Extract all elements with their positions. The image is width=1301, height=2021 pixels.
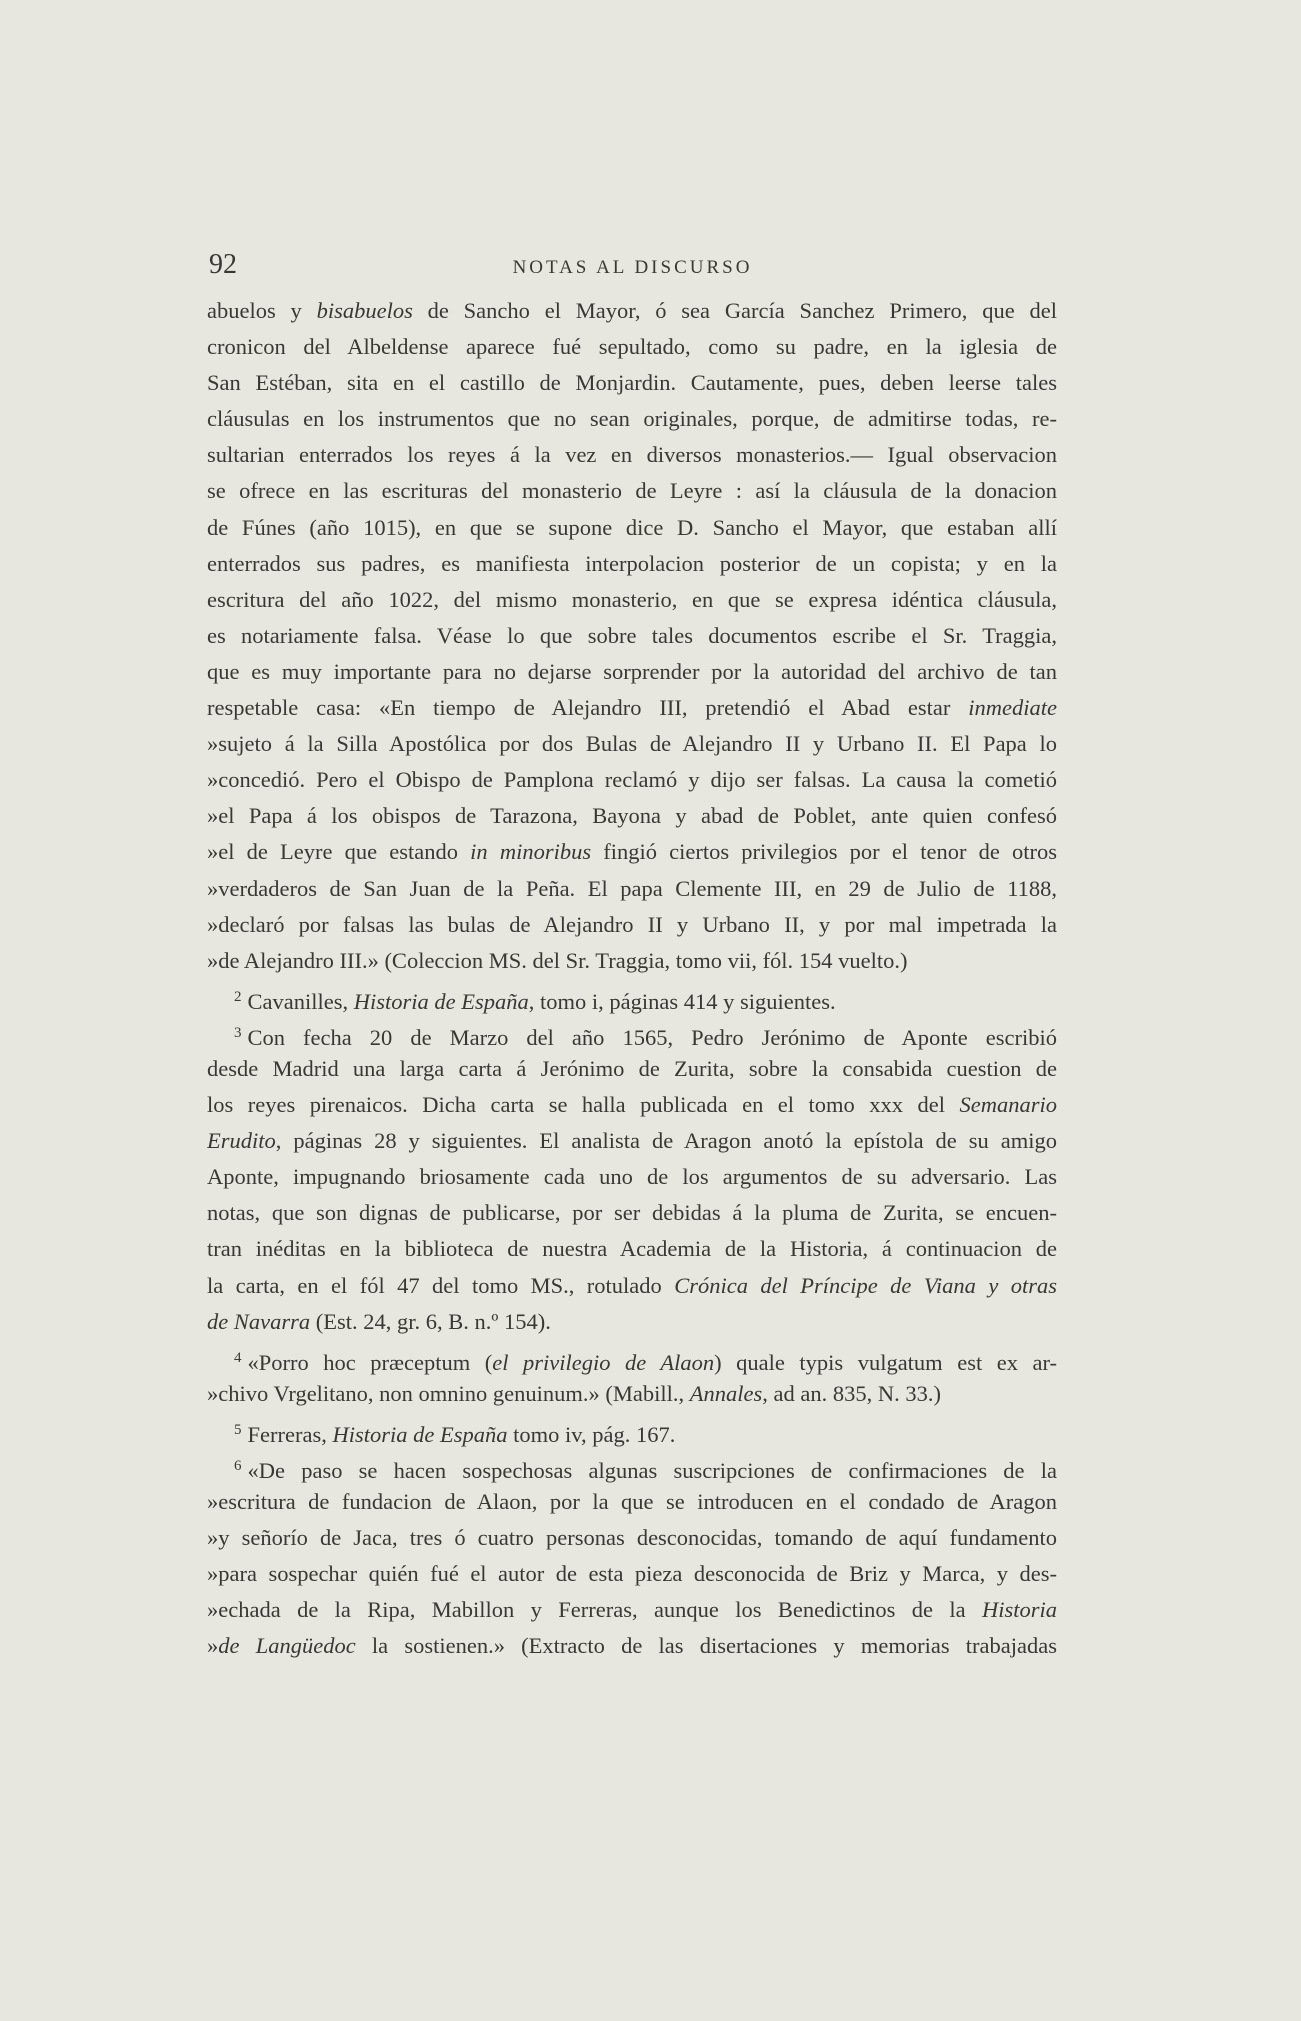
text-run: cláusulas en los instrumentos que no sean originales, porque, de admitirse todas, re- xyxy=(207,406,1057,432)
page-number: 92 xyxy=(209,249,237,280)
text-line xyxy=(207,365,1057,401)
running-title: NOTAS AL DISCURSO xyxy=(512,257,753,278)
text-run: abuelos y xyxy=(207,298,317,323)
text-run: de Fúnes (año 1015), en que se supone dice D. Sancho el Mayor, que estaban allí xyxy=(207,514,1057,540)
text-run: , tomo i, páginas 414 y siguientes. xyxy=(528,988,836,1014)
text-line xyxy=(207,762,1057,798)
italic-text: Historia de España xyxy=(332,1421,508,1447)
text-run: »sujeto á la Silla Apostólica por dos Bulas de Alejandro II y Urbano II. El Papa lo xyxy=(207,731,1057,757)
text-line xyxy=(207,293,1057,329)
text-run: se ofrece en las escrituras del monasterio de Leyre : así la cláusula de la donacion xyxy=(207,478,1057,504)
text-run: fingió ciertos privilegios por el tenor de otros xyxy=(591,839,1057,865)
text-line xyxy=(207,1015,1057,1051)
text-line xyxy=(207,798,1057,834)
text-run: enterrados sus padres, es manifiesta interpolacion posterior de un copista; y en la xyxy=(207,550,1057,576)
footnote-number: 2 xyxy=(234,988,242,1005)
footnote-number: 3 xyxy=(234,1024,242,1041)
italic-text: Historia xyxy=(981,1597,1057,1623)
text-run: «De paso se hacen sospechosas algunas suscripciones de confirmaciones de la xyxy=(247,1458,1057,1483)
text-run: Cavanilles, xyxy=(247,988,354,1014)
italic-text: in minoribus xyxy=(470,839,592,865)
text-run: San Estéban, sita en el castillo de Monjardin. Cautamente, pues, deben leerse tales xyxy=(207,370,1057,396)
text-run: »el de Leyre que estando xyxy=(207,839,471,865)
text-run: »de Alejandro III.» (Coleccion MS. del Sr. Traggia, tomo vii, fól. 154 vuelto.) xyxy=(207,947,908,973)
text-line xyxy=(207,546,1057,582)
text-run: , ad an. 835, N. 33.) xyxy=(762,1380,941,1406)
text-line xyxy=(207,1376,1057,1412)
text-run: »echada de la Ripa, Mabillon y Ferreras, aunque los Benedictinos de la xyxy=(207,1597,982,1623)
text-line xyxy=(207,1628,1057,1664)
text-line xyxy=(207,1159,1057,1195)
text-run: tran inéditas en la biblioteca de nuestra Academia de la Historia, á continuacion de xyxy=(207,1236,1057,1262)
text-line xyxy=(207,1123,1057,1159)
text-run: »escritura de fundacion de Alaon, por la que se introducen en el condado de Aragon xyxy=(207,1489,1057,1515)
text-line xyxy=(207,510,1057,546)
text-run: »el Papa á los obispos de Tarazona, Bayona y abad de Poblet, ante quien confesó xyxy=(207,803,1057,829)
text-run: »chivo Vrgelitano, non omnino genuinum.» (Mabill., xyxy=(207,1380,690,1406)
italic-text: Historia de España xyxy=(353,988,529,1014)
text-run: » xyxy=(207,1633,219,1659)
text-line xyxy=(207,907,1057,943)
text-line xyxy=(207,1340,1057,1376)
text-run: ) quale typis vulgatum est ex ar- xyxy=(714,1349,1057,1375)
text-line xyxy=(207,871,1057,907)
footnote-number: 6 xyxy=(234,1458,242,1474)
text-line xyxy=(207,1268,1057,1304)
text-run: »para sospechar quién fué el autor de esta pieza desconocida de Briz y Marca, y des- xyxy=(207,1561,1057,1587)
text-line xyxy=(207,1484,1057,1520)
text-line xyxy=(207,1051,1057,1087)
text-line xyxy=(207,1520,1057,1556)
text-run: (Est. 24, gr. 6, B. n.º 154). xyxy=(310,1308,551,1334)
text-line xyxy=(207,690,1057,726)
text-line xyxy=(207,1304,1057,1340)
text-run: notas, que son dignas de publicarse, por ser debidas á la pluma de Zurita, se encuen- xyxy=(207,1200,1057,1226)
italic-text: el privilegio de Alaon xyxy=(492,1349,715,1375)
text-run: sultarian enterrados los reyes á la vez en diversos monasterios.— Igual observacion xyxy=(207,442,1057,468)
text-run: «Porro hoc præceptum ( xyxy=(247,1349,493,1375)
text-run: escritura del año 1022, del mismo monasterio, en que se expresa idéntica cláusula, xyxy=(207,586,1057,612)
italic-text: Semanario xyxy=(959,1092,1057,1118)
text-line xyxy=(207,943,1057,979)
text-line xyxy=(207,473,1057,509)
text-run: Ferreras, xyxy=(247,1421,333,1447)
text-run: tomo iv, pág. 167. xyxy=(507,1421,676,1447)
text-line xyxy=(207,582,1057,618)
text-run: desde Madrid una larga carta á Jerónimo de Zurita, sobre la consabida cuestion de xyxy=(207,1055,1057,1081)
text-line xyxy=(207,1087,1057,1123)
footnote-number: 4 xyxy=(234,1349,242,1366)
italic-text: inmediate xyxy=(968,695,1057,721)
italic-text: bisabuelos xyxy=(316,298,413,323)
text-run: , páginas 28 y siguientes. El analista de Aragon anotó la epístola de su amigo xyxy=(275,1128,1057,1154)
text-run: cronicon del Albeldense aparece fué sepultado, como su padre, en la iglesia de xyxy=(207,334,1057,360)
italic-text: Crónica del Príncipe de Viana y otras xyxy=(674,1272,1057,1298)
italic-text: Annales xyxy=(689,1380,763,1406)
text-run: la sostienen.» (Extracto de las disertaciones y memorias trabajadas xyxy=(355,1633,1057,1659)
text-line xyxy=(207,437,1057,473)
running-head xyxy=(209,247,1056,283)
text-line xyxy=(207,726,1057,762)
text-line xyxy=(207,1556,1057,1592)
text-run: »concedió. Pero el Obispo de Pamplona reclamó y dijo ser falsas. La causa la cometió xyxy=(207,767,1057,793)
italic-text: de Navarra xyxy=(207,1308,311,1334)
text-line xyxy=(207,834,1057,870)
text-line xyxy=(207,618,1057,654)
text-run: que es muy importante para no dejarse sorprender por la autoridad del archivo de tan xyxy=(207,658,1057,684)
text-run: respetable casa: «En tiempo de Alejandro III, pretendió el Abad estar xyxy=(207,695,969,721)
text-line xyxy=(207,329,1057,365)
text-line xyxy=(207,401,1057,437)
text-run: Con fecha 20 de Marzo del año 1565, Pedro Jerónimo de Aponte escribió xyxy=(247,1024,1057,1050)
text-run: »verdaderos de San Juan de la Peña. El papa Clemente III, en 29 de Julio de 1188, xyxy=(207,875,1057,901)
text-run: los reyes pirenaicos. Dicha carta se halla publicada en el tomo xxx del xyxy=(207,1092,960,1118)
text-line xyxy=(207,1195,1057,1231)
text-line xyxy=(207,1412,1057,1448)
text-run: es notariamente falsa. Véase lo que sobre tales documentos escribe el Sr. Traggia, xyxy=(207,622,1057,648)
text-line xyxy=(207,979,1057,1015)
text-line xyxy=(207,1231,1057,1267)
text-run: de Sancho el Mayor, ó sea García Sanchez Primero, que del xyxy=(412,298,1057,323)
italic-text: de Langüedoc xyxy=(218,1633,356,1659)
footnote-number: 5 xyxy=(234,1421,242,1438)
text-run: la carta, en el fól 47 del tomo MS., rotulado xyxy=(207,1272,675,1298)
text-line xyxy=(207,654,1057,690)
text-line xyxy=(207,1592,1057,1628)
text-line xyxy=(207,1448,1057,1484)
text-run: »declaró por falsas las bulas de Alejandro II y Urbano II, y por mal impetrada la xyxy=(207,911,1057,937)
text-run: Aponte, impugnando briosamente cada uno de los argumentos de su adversario. Las xyxy=(207,1164,1057,1190)
notes-text xyxy=(207,293,1057,1665)
italic-text: Erudito xyxy=(207,1128,276,1154)
text-run: »y señorío de Jaca, tres ó cuatro personas desconocidas, tomando de aquí fundamento xyxy=(207,1525,1057,1551)
